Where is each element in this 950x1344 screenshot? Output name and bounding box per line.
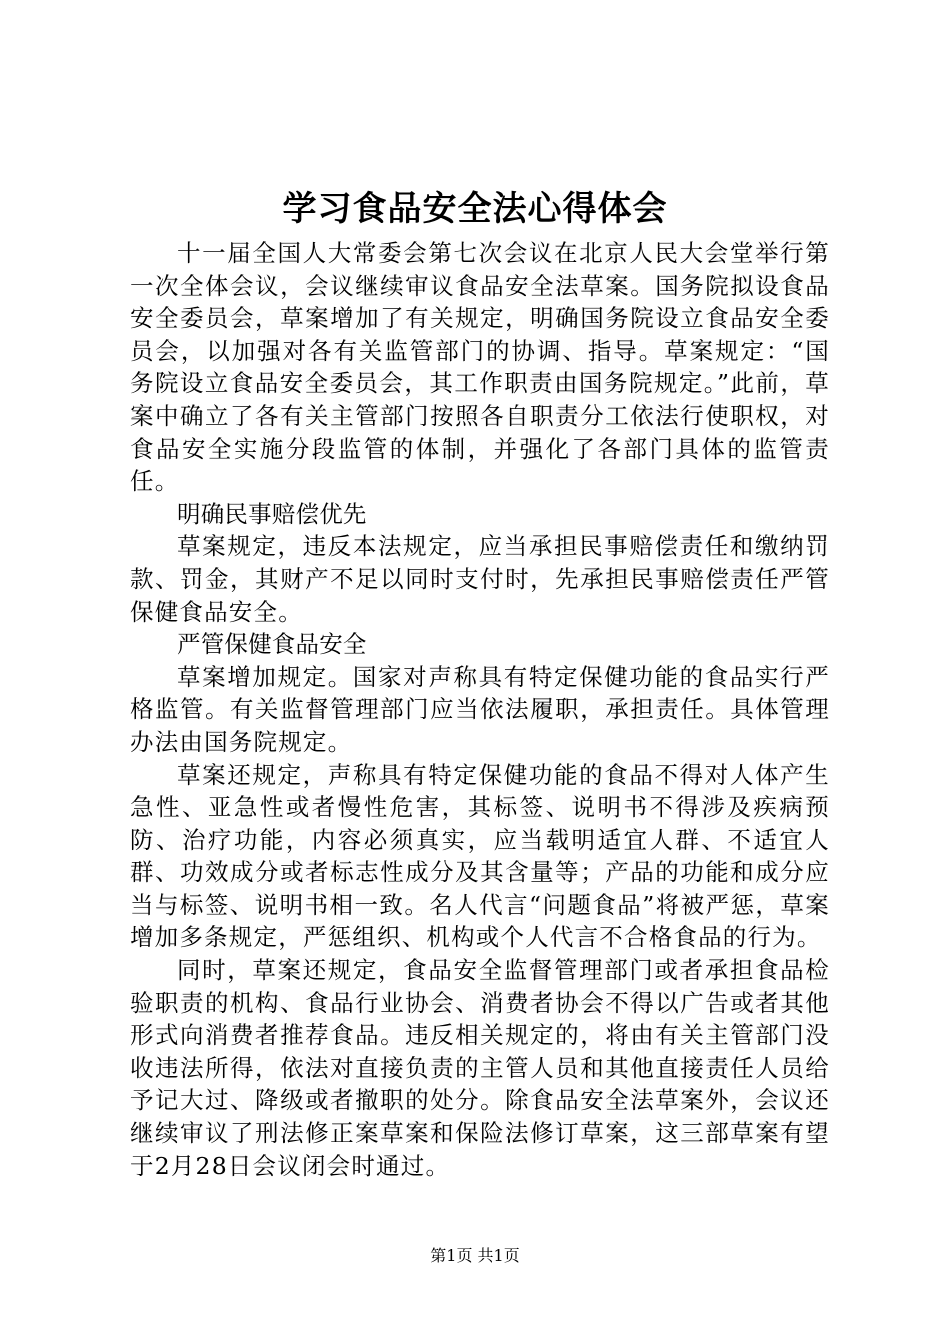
paragraph-civil-compensation: 草案规定，违反本法规定，应当承担民事赔偿责任和缴纳罚款、罚金，其财产不足以同时支付时，先承担民事赔偿责任严管保健食品安全。 (130, 532, 830, 626)
paragraph-intro: 十一届全国人大常委会第七次会议在北京人民大会堂举行第一次全体会议，会议继续审议食品安全法草案。国务院拟设食品安全委员会，草案增加了有关规定，明确国务院设立食品安全委员会，以加强对各有关监管部门的协调、指导。草案规定：“国务院设立食品安全委员会，其工作职责由国务院规定。”此前，草案中确立了各有关主管部门按照各自职责分工依法行使职权，对食品安全实施分段监管的体制，并强化了各部门具体的监管责任。 (130, 239, 830, 496)
paragraph-advertising-ban: 同时，草案还规定，食品安全监督管理部门或者承担食品检验职责的机构、食品行业协会、消费者协会不得以广告或者其他形式向消费者推荐食品。违反相关规定的，将由有关主管部门没收违法所得，依法对直接负责的主管人员和其他直接责任人员给予记大过、降级或者撤职的处分。除食品安全法草案外，会议还继续审议了刑法修正案草案和保险法修订草案，这三部草案有望于2月28日会议闭会时通过。 (130, 956, 830, 1180)
document-body (130, 237, 830, 1182)
paragraph-health-food-labeling: 草案还规定，声称具有特定保健功能的食品不得对人体产生急性、亚急性或者慢性危害，其标签、说明书不得涉及疾病预防、治疗功能，内容必须真实，应当载明适宜人群、不适宜人群、功效成分或者标志性成分及其含量等；产品的功能和成分应当与标签、说明书相一致。名人代言“问题食品”将被严惩，草案增加多条规定，严惩组织、机构或个人代言不合格食品的行为。 (130, 760, 830, 952)
section-heading-health-food: 严管保健食品安全 (177, 630, 367, 659)
section-heading-civil-compensation: 明确民事赔偿优先 (177, 499, 367, 528)
document-title: 学习食品安全法心得体会 (282, 189, 668, 229)
paragraph-health-food-supervision: 草案增加规定。国家对声称具有特定保健功能的食品实行严格监管。有关监督管理部门应当依法履职，承担责任。具体管理办法由国务院规定。 (130, 662, 830, 756)
page-footer: 第1页 共1页 (430, 1246, 520, 1265)
